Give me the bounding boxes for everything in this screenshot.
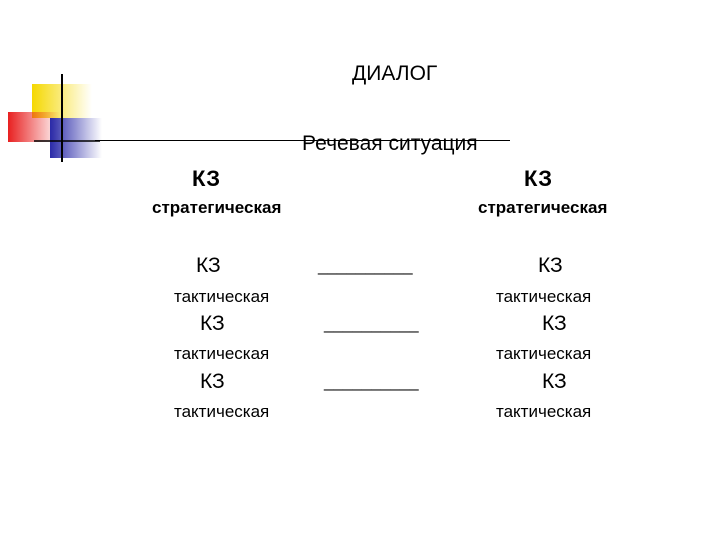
right-strategic-code: КЗ (524, 166, 553, 191)
left-strategic-code: КЗ (192, 166, 221, 191)
right-tactical-code-3: КЗ (542, 370, 567, 393)
right-tactical-label-2: тактическая (496, 344, 592, 363)
decorative-squares-graphic (0, 0, 110, 170)
left-tactical-label-1: тактическая (174, 287, 270, 306)
right-strategic-label: стратегическая (478, 198, 608, 217)
connector-line-3: __________ (324, 372, 419, 391)
slide-subtitle: Речевая ситуация (302, 132, 478, 155)
slide-title: ДИАЛОГ (352, 62, 438, 85)
left-tactical-code-2: КЗ (200, 312, 225, 335)
left-tactical-label-3: тактическая (174, 402, 270, 421)
right-tactical-label-3: тактическая (496, 402, 592, 421)
left-tactical-code-1: КЗ (196, 254, 221, 277)
left-strategic-label: стратегическая (152, 198, 282, 217)
right-tactical-code-1: КЗ (538, 254, 563, 277)
right-tactical-label-1: тактическая (496, 287, 592, 306)
right-tactical-code-2: КЗ (542, 312, 567, 335)
connector-line-2: __________ (324, 314, 419, 333)
connector-line-1: __________ (318, 256, 413, 275)
left-tactical-label-2: тактическая (174, 344, 270, 363)
left-tactical-code-3: КЗ (200, 370, 225, 393)
